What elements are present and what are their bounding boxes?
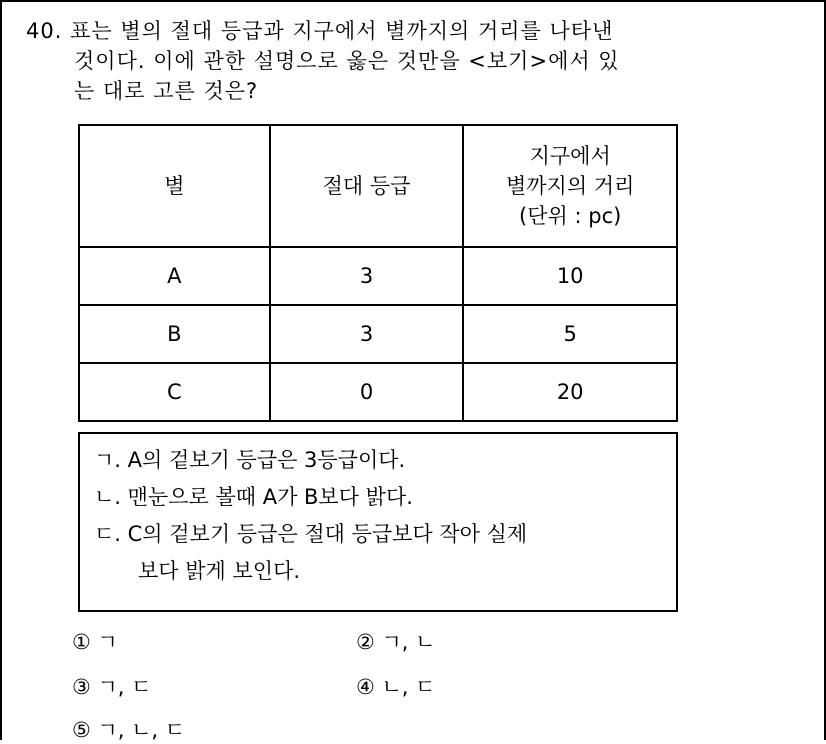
table-cell: A: [79, 247, 270, 305]
bogi-box: [78, 432, 678, 612]
choice-4[interactable]: ④ ㄴ, ㄷ: [356, 675, 436, 699]
star-data-table: [78, 124, 678, 422]
header-star: 별: [79, 125, 270, 247]
table-header-row: [79, 125, 677, 247]
header-distance: [463, 125, 677, 247]
header-distance-line: 별까지의 거리: [505, 174, 635, 198]
bogi-item: ㄴ. 맨눈으로 볼때 A가 B보다 밝다.: [94, 485, 413, 509]
choice-1[interactable]: ① ㄱ: [72, 630, 118, 654]
bogi-item-continuation: 보다 밝게 보인다.: [138, 559, 301, 583]
header-absolute-magnitude: 절대 등급: [270, 125, 464, 247]
header-distance-line: 지구에서: [529, 144, 611, 168]
table-cell: 3: [270, 305, 464, 363]
question-line: 것이다. 이에 관한 설명으로 옳은 것만을 <보기>에서 있: [74, 49, 620, 73]
choice-2[interactable]: ② ㄱ, ㄴ: [356, 630, 436, 654]
table-cell: 20: [463, 363, 677, 421]
table-row: [79, 305, 677, 363]
table-cell: C: [79, 363, 270, 421]
choice-5[interactable]: ⑤ ㄱ, ㄴ, ㄷ: [72, 718, 186, 742]
choice-3[interactable]: ③ ㄱ, ㄷ: [72, 675, 152, 699]
table-cell: B: [79, 305, 270, 363]
bogi-item: ㄷ. C의 겉보기 등급은 절대 등급보다 작아 실제: [94, 522, 528, 546]
table-cell: 10: [463, 247, 677, 305]
table-cell: 3: [270, 247, 464, 305]
table-cell: 5: [463, 305, 677, 363]
bogi-item: ㄱ. A의 겉보기 등급은 3등급이다.: [94, 448, 406, 472]
table-row: [79, 247, 677, 305]
header-distance-unit: (단위 : pc): [519, 204, 622, 228]
question-line: 40. 표는 별의 절대 등급과 지구에서 별까지의 거리를 나타낸: [26, 19, 614, 43]
table-row: [79, 363, 677, 421]
question-line: 는 대로 고른 것은?: [74, 79, 259, 103]
table-cell: 0: [270, 363, 464, 421]
question-stem: [26, 16, 786, 106]
